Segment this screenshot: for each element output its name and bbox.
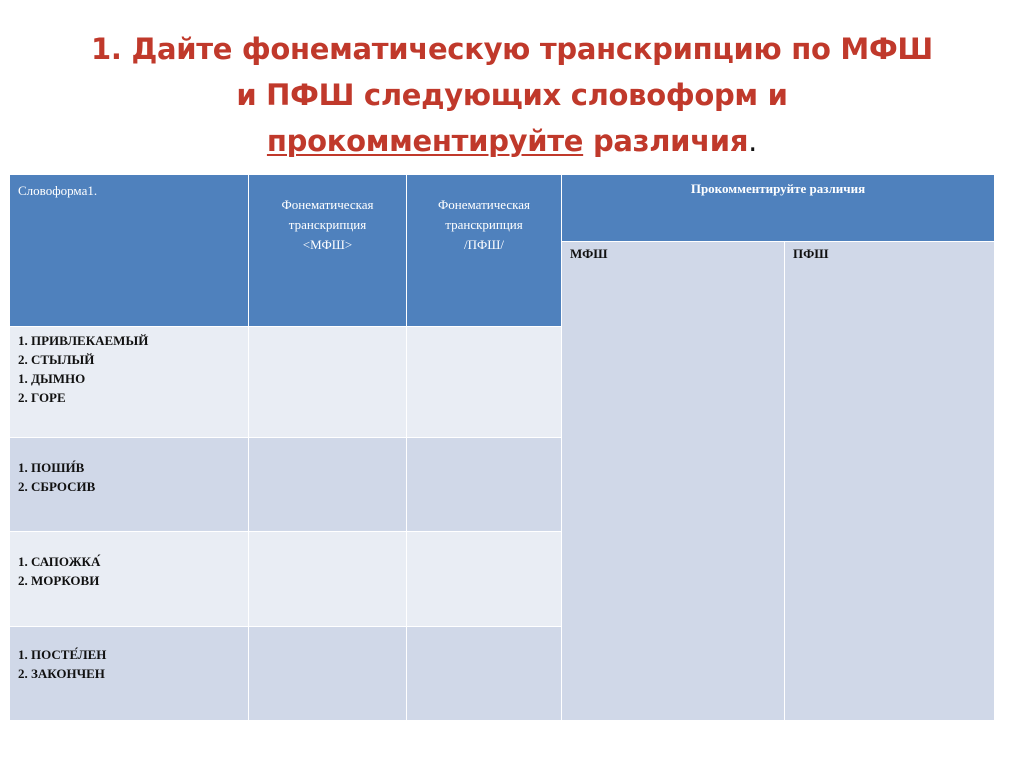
title-line-1: 1. Дайте фонематическую транскрипцию по МФШ bbox=[91, 32, 933, 66]
table-row-2-words bbox=[10, 438, 248, 531]
table-row-3-words bbox=[10, 532, 248, 626]
title-line-2: и ПФШ следующих словоформ и bbox=[236, 78, 788, 112]
list-item: 2. ГОРЕ bbox=[18, 390, 66, 405]
comment-mfsh-cell[interactable] bbox=[562, 242, 784, 720]
table-row-1-words bbox=[10, 327, 248, 437]
list-item: 1. ДЫМНО bbox=[18, 371, 86, 386]
table-row-4-mfsh[interactable] bbox=[249, 627, 406, 720]
list-item: 1. ПОСТЕ́ЛЕН bbox=[18, 647, 107, 662]
list-item: 1. САПОЖКА́ bbox=[18, 554, 101, 569]
list-item: 2. ЗАКОНЧЕН bbox=[18, 666, 105, 681]
title-period: . bbox=[748, 124, 758, 158]
title-line-3 bbox=[60, 118, 964, 164]
header-mfsh-line1: Фонематическая bbox=[281, 197, 374, 212]
list-item: 2. СТЫЛЫЙ bbox=[18, 352, 95, 367]
header-wordform bbox=[10, 175, 248, 326]
list-item: 1. ПРИВЛЕКАЕМЫЙ bbox=[18, 333, 149, 348]
header-mfsh-line3: <МФШ> bbox=[302, 237, 353, 252]
title-line-3-rest: различия bbox=[583, 124, 749, 158]
header-mfsh-transcription bbox=[249, 175, 406, 326]
table-row-3-mfsh[interactable] bbox=[249, 532, 406, 626]
header-wordform-label: Словоформа1. bbox=[18, 183, 98, 198]
table-row-4-words bbox=[10, 627, 248, 720]
list-item: 2. СБРОСИВ bbox=[18, 479, 96, 494]
list-item: 1. ПОШИ́В bbox=[18, 460, 85, 475]
table-row-2-mfsh[interactable] bbox=[249, 438, 406, 531]
comment-mfsh-label: МФШ bbox=[570, 246, 608, 261]
list-item: 2. МОРКОВИ bbox=[18, 573, 100, 588]
header-pfsh-line3: /ПФШ/ bbox=[464, 237, 504, 252]
table-row-1-pfsh[interactable] bbox=[407, 327, 561, 437]
header-pfsh-line1: Фонематическая bbox=[438, 197, 530, 212]
table-row-2-pfsh[interactable] bbox=[407, 438, 561, 531]
title-underlined-word: прокомментируйте bbox=[266, 124, 584, 158]
header-pfsh-transcription bbox=[407, 175, 561, 326]
header-mfsh-line2: транскрипция bbox=[288, 217, 367, 232]
header-pfsh-line2: транскрипция bbox=[445, 217, 523, 232]
table-row-1-mfsh[interactable] bbox=[249, 327, 406, 437]
header-comment-label: Прокомментируйте различия bbox=[690, 181, 866, 196]
table-row-4-pfsh[interactable] bbox=[407, 627, 561, 720]
slide-title bbox=[60, 26, 964, 164]
header-comment-differences bbox=[562, 175, 994, 241]
comment-pfsh-label: ПФШ bbox=[793, 246, 829, 261]
comment-pfsh-cell[interactable] bbox=[785, 242, 994, 720]
table-row-3-pfsh[interactable] bbox=[407, 532, 561, 626]
